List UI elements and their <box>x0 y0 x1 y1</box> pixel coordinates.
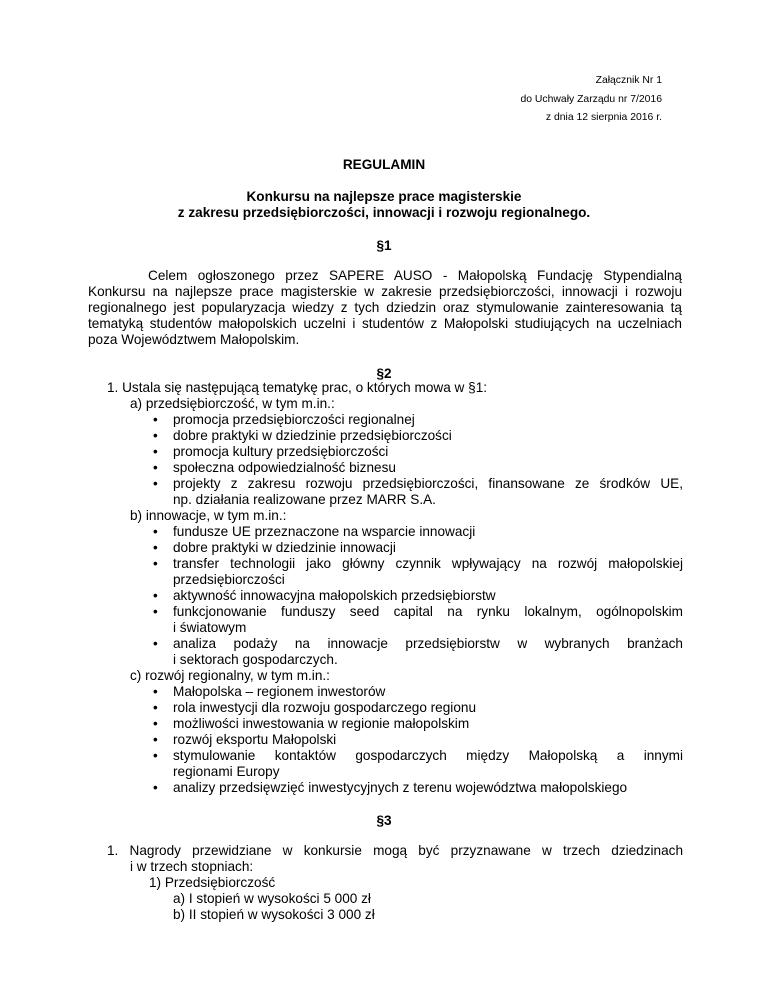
document-title: REGULAMIN <box>342 157 426 172</box>
section-1-paragraph <box>88 268 682 348</box>
list-item: • analiza podaży na innowacje przedsiębiorstw w wybranych branżach <box>173 636 683 652</box>
list-item: • fundusze UE przeznaczone na wsparcie innowacji <box>173 524 475 540</box>
s3-item-1-line-2: i w trzech stopniach: <box>130 859 254 874</box>
section-1-text: Celem ogłoszonego przez SAPERE AUSO - Małopolską Fundację Stypendialną Konkursu na najlepsze prace magisterskie w zakresie przedsiębiorczości, innowacji i rozwoju regionalnego jest popularyzacja wiedzy z tych dziedzin oraz stymulowanie zainteresowania tą tematyką studentów małopolskich uczelni i studentów z Małopolski studiujących na uczelniach poza Województwem Małopolskim. <box>88 268 682 347</box>
list-item: • społeczna odpowiedzialność biznesu <box>173 460 396 476</box>
list-item: • dobre praktyki w dziedzinie przedsiębiorczości <box>173 428 452 444</box>
subtitle-line-2: z zakresu przedsiębiorczości, innowacji i rozwoju regionalnego. <box>177 205 591 220</box>
list-item-continuation: regionami Europy <box>173 764 280 779</box>
list-item-continuation: przedsiębiorczości <box>173 572 285 587</box>
list-item-continuation: i sektorach gospodarczych. <box>173 652 338 667</box>
list-item: • transfer technologii jako główny czynnik wpływający na rozwój małopolskiej <box>173 556 683 572</box>
s2-item-b-label: b) innowacje, w tym m.in.: <box>130 508 287 523</box>
s3-sub-1: 1) Przedsiębiorczość <box>149 875 276 890</box>
list-item-continuation: np. działania realizowane przez MARR S.A. <box>173 492 436 507</box>
subtitle-line-1: Konkursu na najlepsze prace magisterskie <box>246 189 522 204</box>
s3-sub-1-b: b) II stopień w wysokości 3 000 zł <box>173 907 375 922</box>
s2-item-a-label: a) przedsiębiorczość, w tym m.in.: <box>130 396 335 411</box>
s2-item-1: 1. Ustala się następującą tematykę prac, o których mowa w §1: <box>107 380 488 395</box>
list-item: • rozwój eksportu Małopolski <box>173 732 336 748</box>
list-item: • promocja przedsiębiorczości regionalnej <box>173 412 415 428</box>
list-item: • Małopolska – regionem inwestorów <box>173 684 385 700</box>
section-2-heading: §2 <box>376 366 392 381</box>
list-item: • dobre praktyki w dziedzinie innowacji <box>173 540 396 556</box>
s3-sub-1-a: a) I stopień w wysokości 5 000 zł <box>173 891 371 906</box>
attachment-header <box>520 72 662 128</box>
resolution-reference: do Uchwały Zarządu nr 7/2016 <box>520 93 662 105</box>
list-item: • stymulowanie kontaktów gospodarczych między Małopolską a innymi <box>173 748 683 764</box>
list-item: • rola inwestycji dla rozwoju gospodarczego regionu <box>173 700 476 716</box>
s2-item-c-label: c) rozwój regionalny, w tym m.in.: <box>130 668 330 683</box>
list-item-continuation: i światowym <box>173 620 247 635</box>
list-item: • aktywność innowacyjna małopolskich przedsiębiorstw <box>173 588 496 604</box>
list-item: • możliwości inwestowania w regionie małopolskim <box>173 716 469 732</box>
section-1-heading: §1 <box>376 238 392 253</box>
list-item: • promocja kultury przedsiębiorczości <box>173 444 388 460</box>
resolution-date: z dnia 12 sierpnia 2016 r. <box>545 112 662 123</box>
list-item: • projekty z zakresu rozwoju przedsiębiorczości, finansowane ze środków UE, <box>173 476 683 492</box>
list-item: • funkcjonowanie funduszy seed capital na rynku lokalnym, ogólnopolskim <box>173 604 683 620</box>
list-item: • analizy przedsięwzięć inwestycyjnych z terenu województwa małopolskiego <box>173 780 627 796</box>
section-3-heading: §3 <box>376 813 392 828</box>
attachment-number: Załącznik Nr 1 <box>595 75 662 86</box>
s3-item-1-line-1: 1. Nagrody przewidziane w konkursie mogą być przyznawane w trzech dziedzinach <box>107 843 683 858</box>
